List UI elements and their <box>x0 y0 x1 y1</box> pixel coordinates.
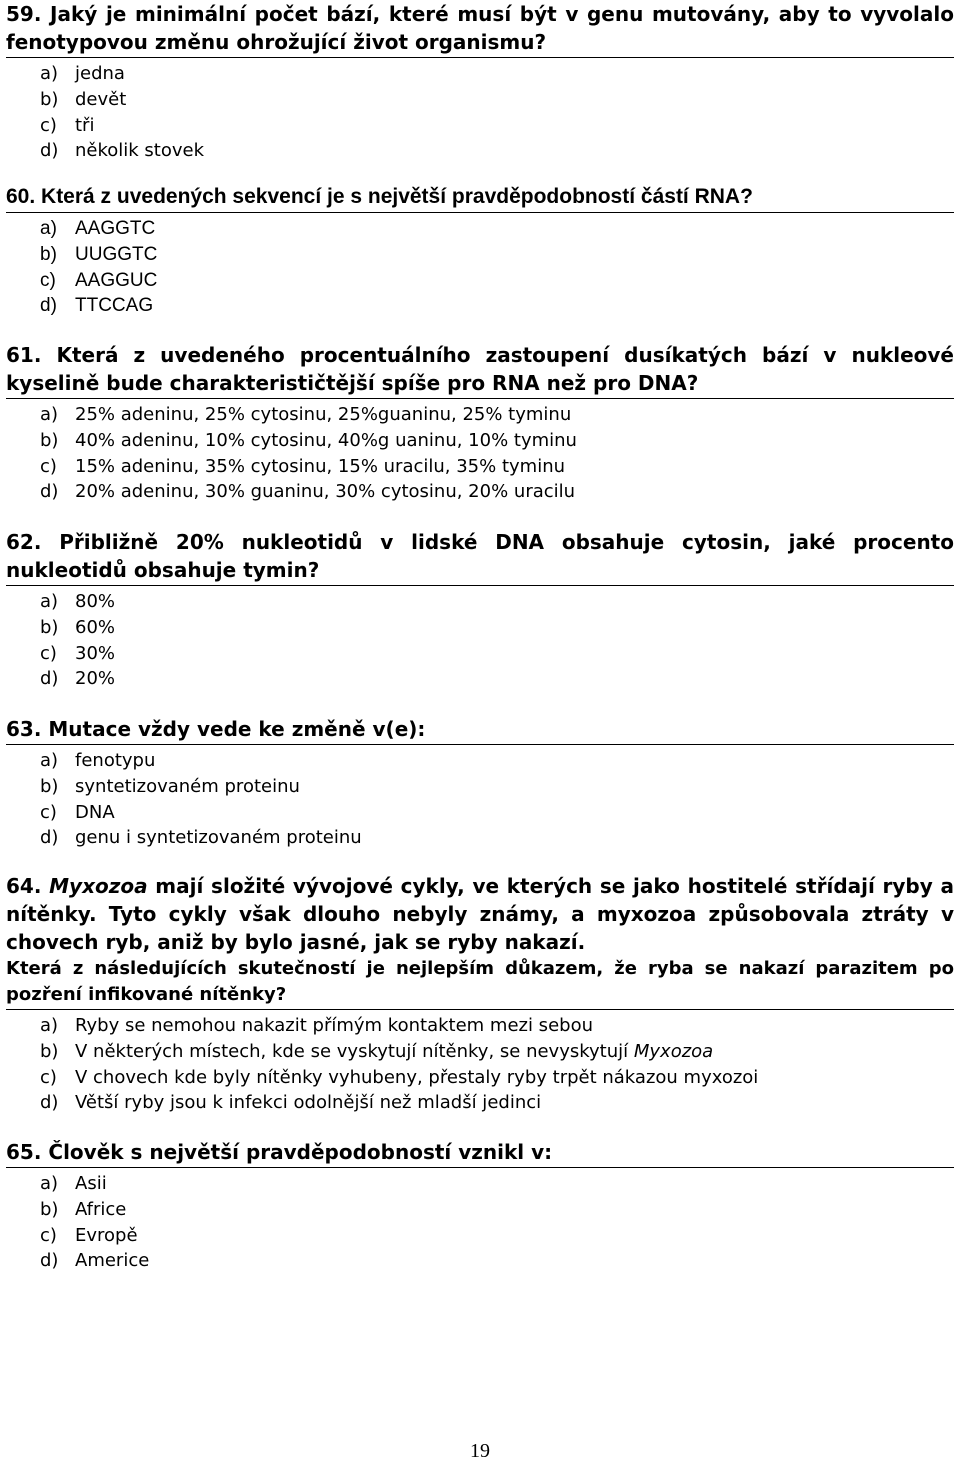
option-list <box>6 589 954 692</box>
option-c: c) V chovech kde byly nítěnky vyhubeny, přestaly ryby trpět nákazou myxozoi <box>40 1066 759 1088</box>
option-a: a) Asii <box>40 1173 107 1194</box>
option-b: b) UUGGTC <box>40 243 158 265</box>
option-a: a) Ryby se nemohou nakazit přímým kontaktem mezi sebou <box>40 1015 593 1036</box>
option-d: d) několik stovek <box>40 140 205 162</box>
question-title: 63. Mutace vždy vede ke změně v(e): <box>6 715 954 745</box>
option-c: c) DNA <box>40 801 115 823</box>
question-63 <box>6 715 954 851</box>
organism-name: Myxozoa <box>49 874 148 898</box>
option-d: d) Americe <box>40 1250 150 1272</box>
option-d: d) 20% <box>40 668 116 690</box>
option-c: c) 15% adeninu, 35% cytosinu, 15% uracilu, 35% tyminu <box>40 455 566 477</box>
question-title: 65. Člověk s největší pravděpodobností vznikl v: <box>6 1138 954 1168</box>
option-a: a) fenotypu <box>40 750 156 771</box>
option-c: c) AAGGUC <box>40 269 158 291</box>
option-b: b) V některých místech, kde se vyskytují nítěnky, se nevyskytují Myxozoa <box>40 1040 714 1062</box>
option-list <box>6 402 954 505</box>
option-d: d) Větší ryby jsou k infekci odolnější než mladší jedinci <box>40 1092 542 1114</box>
question-61 <box>6 341 954 505</box>
option-a: a) jedna <box>40 63 125 84</box>
option-list <box>6 748 954 851</box>
question-title: 62. Přibližně 20% nukleotidů v lidské DNA obsahuje cytosin, jaké procento nukleotidů obsahuje tymin? <box>6 528 954 586</box>
question-62 <box>6 528 954 692</box>
option-a: a) 25% adeninu, 25% cytosinu, 25%guaninu, 25% tyminu <box>40 404 572 425</box>
option-d: d) genu i syntetizovaném proteinu <box>40 827 362 849</box>
option-b: b) 60% <box>40 616 116 638</box>
question-title: 60. Která z uvedených sekvencí je s největší pravděpodobností částí RNA? <box>6 183 954 213</box>
option-c: c) tři <box>40 114 95 136</box>
option-c: c) 30% <box>40 642 116 664</box>
question-60 <box>6 183 954 319</box>
question-title: 59. Jaký je minimální počet bází, které musí být v genu mutovány, aby to vyvolalo fenotypovou změnu ohrožující život organismu? <box>6 0 954 58</box>
option-d: d) TTCCAG <box>40 295 154 317</box>
page-number: 19 <box>470 1440 490 1462</box>
option-b: b) Africe <box>40 1198 127 1220</box>
option-a: a) 80% <box>40 591 116 612</box>
option-d: d) 20% adeninu, 30% guaninu, 30% cytosinu, 20% uracilu <box>40 481 576 503</box>
option-c: c) Evropě <box>40 1224 138 1246</box>
question-subtitle: Která z následujících skutečností je nejlepším důkazem, že ryba se nakazí parazitem po pozření infikované nítěnky? <box>6 956 954 1010</box>
option-b: b) 40% adeninu, 10% cytosinu, 40%g uaninu, 10% tyminu <box>40 429 577 451</box>
question-title: 61. Která z uvedeného procentuálního zastoupení dusíkatých bází v nukleové kyselině bude charakterističtější spíše pro RNA než pro DNA? <box>6 341 954 399</box>
option-b: b) devět <box>40 88 127 110</box>
option-list <box>6 61 954 164</box>
option-list <box>6 1013 954 1116</box>
option-list <box>6 216 954 319</box>
question-65 <box>6 1138 954 1274</box>
option-b: b) syntetizovaném proteinu <box>40 775 300 797</box>
question-64 <box>6 872 954 1116</box>
question-59 <box>6 0 954 164</box>
option-list <box>6 1171 954 1274</box>
option-a: a) AAGGTC <box>40 218 156 239</box>
question-title: 64. Myxozoa mají složité vývojové cykly, ve kterých se jako hostitelé střídají ryby a nítěnky. Tyto cykly však dlouho nebyly známy, a myxozoa způsobovala ztráty v chovech ryb, aniž by bylo jasné, jak se ryby nakazí. <box>6 874 954 954</box>
